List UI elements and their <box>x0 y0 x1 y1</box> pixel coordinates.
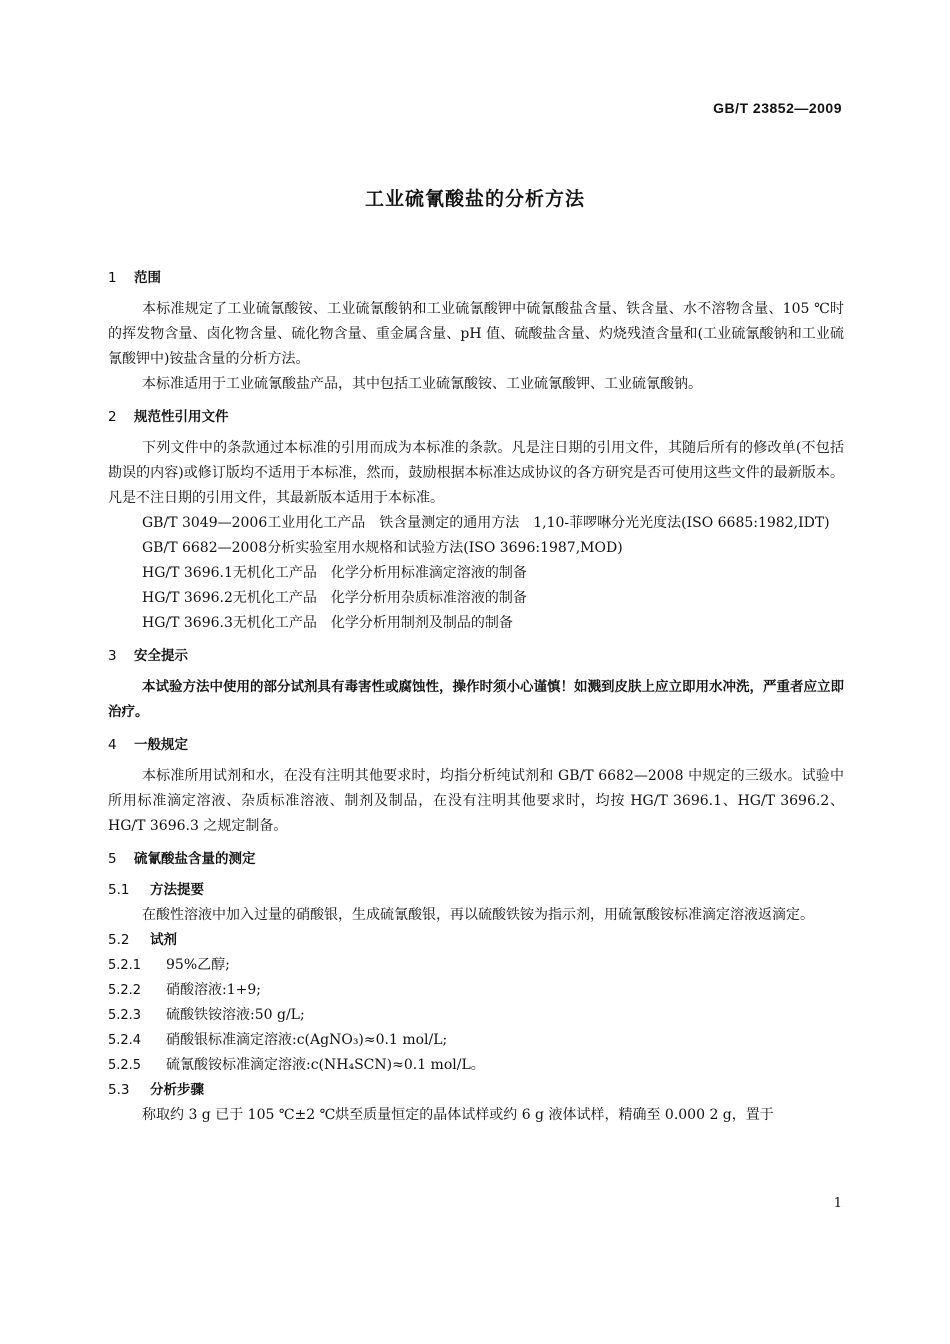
reagent-item <box>108 1028 844 1053</box>
section-number: 2 <box>108 409 117 425</box>
subsection-number: 5.2 <box>108 932 130 948</box>
reference-item <box>108 511 844 536</box>
section-2-heading <box>108 405 844 430</box>
reagent-number: 5.2.3 <box>108 1008 142 1023</box>
section-4-paragraph-1: 本标准所用试剂和水，在没有注明其他要求时，均指分析纯试剂和 GB/T 6682—2008 中规定的三级水。试验中所用标准滴定溶液、杂质标准溶液、制剂及制品，在没有注明其他要求时，均按 HG/T 3696.1、HG/T 3696.2、HG/T 3696.3 之规定制备。 <box>108 768 844 834</box>
reagent-number: 5.2.4 <box>108 1033 142 1048</box>
reference-text: 无机化工产品 化学分析用标准滴定溶液的制备 <box>232 565 527 581</box>
section-1-paragraph-2: 本标准适用于工业硫氰酸盐产品，其中包括工业硫氰酸铵、工业硫氰酸钾、工业硫氰酸钠。 <box>142 376 702 392</box>
section-title: 硫氰酸盐含量的测定 <box>134 851 256 867</box>
section-4-heading <box>108 733 844 758</box>
page-number: 1 <box>833 1196 842 1211</box>
subsection-5-1-paragraph: 在酸性溶液中加入过量的硝酸银，生成硫氰酸银，再以硫酸铁铵为指示剂，用硫氰酸铵标准滴定溶液返滴定。 <box>142 907 814 923</box>
document-title: 工业硫氰酸盐的分析方法 <box>364 188 585 210</box>
reference-code: GB/T 3049—2006 <box>142 515 268 531</box>
reference-item <box>108 611 844 636</box>
reagent-item <box>108 1003 844 1028</box>
reference-item <box>108 536 844 561</box>
reagent-text: 硝酸银标准滴定溶液:c(AgNO₃)≈0.1 mol/L; <box>166 1032 448 1048</box>
subsection-title: 分析步骤 <box>150 1082 204 1098</box>
section-title: 规范性引用文件 <box>134 409 229 425</box>
reference-code: HG/T 3696.1 <box>142 565 233 581</box>
subsection-number: 5.1 <box>108 882 130 898</box>
reagent-number: 5.2.2 <box>108 983 142 998</box>
subsection-title: 试剂 <box>150 932 177 948</box>
reagent-number: 5.2.5 <box>108 1058 142 1073</box>
section-title: 范围 <box>134 270 161 286</box>
section-number: 3 <box>108 648 117 664</box>
reagent-text: 95%乙醇; <box>166 957 230 973</box>
reference-code: GB/T 6682—2008 <box>142 540 268 556</box>
document-body <box>108 258 844 1128</box>
reagent-text: 硫酸铁铵溶液:50 g/L; <box>166 1007 305 1023</box>
standard-code: GB/T 23852—2009 <box>713 100 842 116</box>
section-number: 1 <box>108 270 117 286</box>
subsection-5-1-heading <box>108 878 844 903</box>
subsection-5-3-paragraph: 称取约 3 g 已于 105 ℃±2 ℃烘至质量恒定的晶体试样或约 6 g 液体试样，精确至 0.000 2 g，置于 <box>142 1107 774 1123</box>
section-number: 4 <box>108 737 117 753</box>
section-title: 一般规定 <box>134 737 188 753</box>
subsection-title: 方法提要 <box>150 882 204 898</box>
reference-item <box>108 586 844 611</box>
reference-text: 工业用化工产品 铁含量测定的通用方法 1,10-菲啰啉分光光度法(ISO 6685:1982,IDT) <box>267 515 830 531</box>
section-3-heading <box>108 644 844 669</box>
section-1-heading <box>108 266 844 291</box>
subsection-5-3-heading <box>108 1078 844 1103</box>
reference-item <box>108 561 844 586</box>
section-2-paragraph-1: 下列文件中的条款通过本标准的引用而成为本标准的条款。凡是注日期的引用文件，其随后所有的修改单(不包括勘误的内容)或修订版均不适用于本标准，然而，鼓励根据本标准达成协议的各方研究是否可使用这些文件的最新版本。凡是不注日期的引用文件，其最新版本适用于本标准。 <box>108 440 844 506</box>
section-5-heading <box>108 847 844 872</box>
reference-text: 无机化工产品 化学分析用杂质标准溶液的制备 <box>232 590 527 606</box>
subsection-5-2-heading <box>108 928 844 953</box>
reagent-text: 硝酸溶液:1+9; <box>166 982 261 998</box>
reference-text: 无机化工产品 化学分析用制剂及制品的制备 <box>232 615 513 631</box>
subsection-number: 5.3 <box>108 1082 130 1098</box>
reference-code: HG/T 3696.3 <box>142 615 233 631</box>
reagent-text: 硫氰酸铵标准滴定溶液:c(NH₄SCN)≈0.1 mol/L。 <box>166 1057 485 1073</box>
reagent-item <box>108 1053 844 1078</box>
section-number: 5 <box>108 851 117 867</box>
reagent-item <box>108 978 844 1003</box>
reference-code: HG/T 3696.2 <box>142 590 233 606</box>
section-title: 安全提示 <box>134 648 188 664</box>
reagent-item <box>108 953 844 978</box>
reference-text: 分析实验室用水规格和试验方法(ISO 3696:1987,MOD) <box>267 540 623 556</box>
safety-warning: 本试验方法中使用的部分试剂具有毒害性或腐蚀性，操作时须小心谨慎！如溅到皮肤上应立即用水冲洗，严重者应立即治疗。 <box>108 679 844 720</box>
reagent-number: 5.2.1 <box>108 958 142 973</box>
section-1-paragraph-1: 本标准规定了工业硫氰酸铵、工业硫氰酸钠和工业硫氰酸钾中硫氰酸盐含量、铁含量、水不溶物含量、105 ℃时的挥发物含量、卤化物含量、硫化物含量、重金属含量、pH 值、硫酸盐含量、灼烧残渣含量和(工业硫氰酸钠和工业硫氰酸钾中)铵盐含量的分析方法。 <box>108 301 844 367</box>
